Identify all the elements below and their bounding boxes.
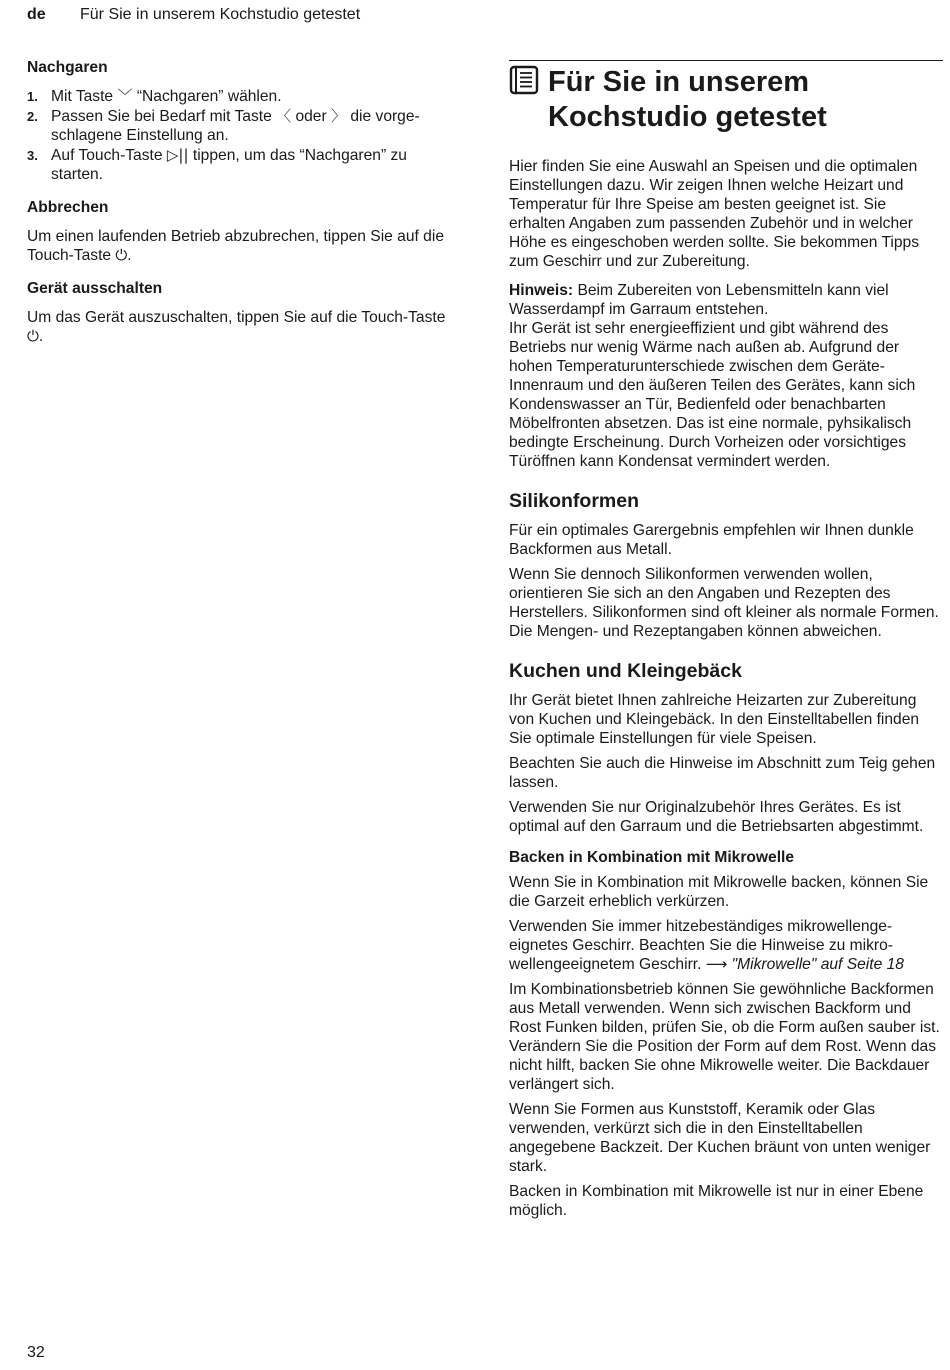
step-text: Mit Taste	[51, 88, 114, 105]
step-number: 2.	[27, 109, 38, 124]
play-pause-icon: ▷||	[166, 146, 189, 164]
paragraph: Für ein optimales Garergebnis empfehlen wir Ihnen dunkle Backformen aus Metall.	[509, 522, 914, 558]
page-header	[27, 6, 361, 24]
cookbook-icon	[509, 65, 539, 95]
paragraph-text: Um das Gerät auszuschalten, tippen Sie auf die Touch-Taste	[27, 309, 446, 326]
chapter-title: Für Sie in unserem Kochstudio getestet	[548, 66, 827, 133]
power-icon: ⏻	[115, 246, 128, 264]
step-text: Auf Touch-Taste	[51, 147, 163, 164]
paragraph	[509, 917, 943, 974]
left-column	[27, 58, 459, 360]
power-icon: ⏻	[27, 327, 39, 345]
step-text: tippen, um das “Nachgaren” zu starten.	[51, 147, 407, 183]
section-ausschalten	[27, 279, 459, 346]
heading-mikrowelle: Backen in Kombination mit Mikrowelle	[509, 849, 795, 866]
chevron-left-icon: 〈	[276, 107, 292, 125]
heading-silikonformen: Silikonformen	[509, 490, 640, 512]
paragraph: Verwenden Sie nur Originalzubehör Ihres Gerätes. Es ist optimal auf den Garraum und die Betriebsarten abgestimmt.	[509, 799, 924, 835]
list-item	[27, 146, 459, 184]
heading-nachgaren: Nachgaren	[27, 59, 108, 76]
step-number: 1.	[27, 89, 38, 104]
note-label: Hinweis:	[509, 282, 574, 299]
arrow-right-icon: ⟶	[705, 955, 728, 973]
note-paragraph	[509, 281, 943, 319]
step-text: Passen Sie bei Bedarf mit Taste	[51, 108, 272, 125]
list-item	[27, 107, 459, 145]
list-item	[27, 87, 459, 106]
paragraph: Wenn Sie dennoch Silikonformen verwenden wollen, orientieren Sie sich an den Angaben und Rezepten des Herstellers. Silikonformen sind oft kleiner als normale Formen. Die Mengen- und Rezeptangaben können abweichen.	[509, 566, 939, 640]
chevron-down-icon: ﹀	[117, 87, 133, 105]
paragraph-text: Verwenden Sie immer hitzebeständiges mikrowellengeeignetes Geschirr. Beachten Sie die Hinweise zu mikrowellengeeignetem Geschirr.	[509, 918, 893, 973]
note-text: Beim Zubereiten von Lebensmitteln kann viel Wasserdampf im Garraum entstehen.	[509, 282, 889, 318]
step-number: 3.	[27, 148, 38, 163]
chevron-right-icon: 〉	[331, 107, 347, 125]
paragraph	[27, 227, 459, 265]
paragraph	[27, 308, 459, 346]
step-text: “Nachgaren” wählen.	[136, 88, 282, 105]
paragraph: Ihr Gerät bietet Ihnen zahlreiche Heizarten zur Zubereitung von Kuchen und Kleingebäck. In den Einstelltabellen finden Sie optimale Einstellungen für viele Speisen.	[509, 692, 920, 747]
paragraph: Wenn Sie in Kombination mit Mikrowelle backen, können Sie die Garzeit erheblich verkürzen.	[509, 874, 929, 910]
note-paragraph-2: Ihr Gerät ist sehr energieeffizient und gibt während des Betriebs nur wenig Wärme nach außen ab. Aufgrund der hohen Temperaturunterschiede zwischen dem Geräte-Innenraum und den äußeren Teilen des Gerätes, kann sich Kondenswasser an Tür, Bedienfeld oder benachbarten Möbelfronten absetzen. Das ist eine normale, pyhsikalisch bedingte Erscheinung. Durch Vorheizen oder vorsichtiges Türöffnen kann Kondensat vermindert werden.	[509, 320, 916, 470]
running-title: Für Sie in unserem Kochstudio getestet	[80, 6, 361, 23]
chapter-title-block	[509, 60, 943, 135]
section-abbrechen	[27, 198, 459, 265]
heading-kuchen: Kuchen und Kleingebäck	[509, 660, 742, 682]
language-code: de	[27, 6, 46, 23]
paragraph-text: Um einen laufenden Betrieb abzubrechen, tippen Sie auf die Touch-Taste	[27, 228, 444, 264]
paragraph: Im Kombinationsbetrieb können Sie gewöhnliche Backformen aus Metall verwenden. Wenn sich zwischen Backform und Rost Funken bilden, prüfen Sie, ob die Form außen sauber ist. Verändern Sie die Position der Form auf dem Rost. Wenn das nicht hilft, backen Sie ohne Mikrowelle weiter. Die Backdauer verlängert sich.	[509, 981, 940, 1093]
paragraph-text: .	[127, 247, 132, 264]
heading-abbrechen: Abbrechen	[27, 199, 109, 216]
heading-ausschalten: Gerät ausschalten	[27, 280, 163, 297]
steps-list	[27, 87, 459, 184]
paragraph: Wenn Sie Formen aus Kunststoff, Keramik oder Glas verwenden, verkürzt sich die in den Einstelltabellen angegebene Backzeit. Der Kuchen bräunt von unten weniger stark.	[509, 1101, 931, 1175]
intro-paragraph: Hier finden Sie eine Auswahl an Speisen und die optimalen Einstellungen dazu. Wir zeigen Ihnen welche Heizart und Temperatur für Ihre Speise am besten geeignet ist. Sie erhalten Angaben zum passenden Zubehör und in welcher Höhe es eingeschoben werden sollte. Sie bekommen Tipps zum Geschirr und zur Zubereitung.	[509, 158, 920, 270]
step-text: die vorgeschlagene Einstellung an.	[51, 108, 420, 144]
paragraph-text: .	[38, 328, 44, 345]
paragraph: Backen in Kombination mit Mikrowelle ist nur in einer Ebene möglich.	[509, 1183, 924, 1219]
page-number: 32	[27, 1344, 45, 1361]
step-text: oder	[295, 108, 327, 125]
section-nachgaren	[27, 58, 459, 184]
paragraph: Beachten Sie auch die Hinweise im Abschnitt zum Teig gehen lassen.	[509, 755, 936, 791]
page-reference-link[interactable]: "Mikrowelle" auf Seite 18	[731, 956, 904, 973]
right-column	[509, 60, 943, 1226]
